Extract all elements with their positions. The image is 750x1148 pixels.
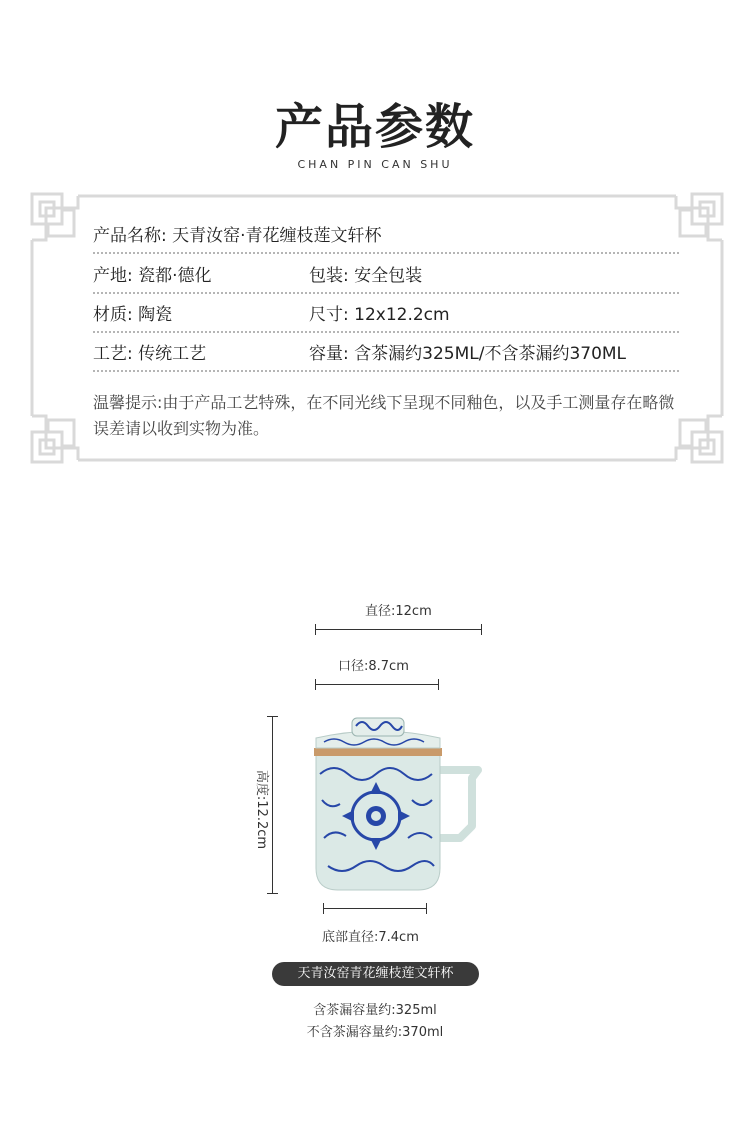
capacity-with-infuser: 含茶漏容量约:325ml	[313, 1003, 437, 1018]
page-subtitle: CHAN PIN CAN SHU	[297, 158, 453, 171]
craft: 工艺: 传统工艺	[93, 344, 207, 364]
base-line	[323, 908, 427, 909]
teacup-image	[300, 708, 490, 898]
height-label: 高度:12.2cm	[254, 769, 270, 850]
diameter-line	[315, 629, 482, 630]
packaging: 包装: 安全包装	[309, 266, 423, 286]
capacity-without-infuser: 不含茶漏容量约:370ml	[306, 1025, 444, 1040]
mouth-label: 口径:8.7cm	[338, 659, 409, 674]
product-label-badge: 天青汝窑青花缠枝莲文轩杯	[272, 962, 479, 986]
size: 尺寸: 12x12.2cm	[309, 305, 450, 325]
material: 材质: 陶瓷	[93, 305, 173, 325]
mouth-line	[315, 684, 439, 685]
param-row-craft	[93, 332, 679, 372]
page-title: 产品参数	[274, 99, 475, 155]
param-row-name	[93, 214, 679, 254]
param-row-origin	[93, 254, 679, 294]
origin: 产地: 瓷都·德化	[93, 266, 212, 286]
param-row-material	[93, 293, 679, 333]
product-name: 产品名称: 天青汝窑·青花缠枝莲文轩杯	[93, 226, 382, 246]
capacity: 容量: 含茶漏约325ML/不含茶漏约370ML	[309, 344, 627, 364]
notice-text: 温馨提示:由于产品工艺特殊，在不同光线下呈现不同釉色，以及手工测量存在略微误差请以收到实物为准。	[93, 393, 675, 438]
diameter-label: 直径:12cm	[365, 604, 432, 619]
base-label: 底部直径:7.4cm	[322, 930, 419, 945]
